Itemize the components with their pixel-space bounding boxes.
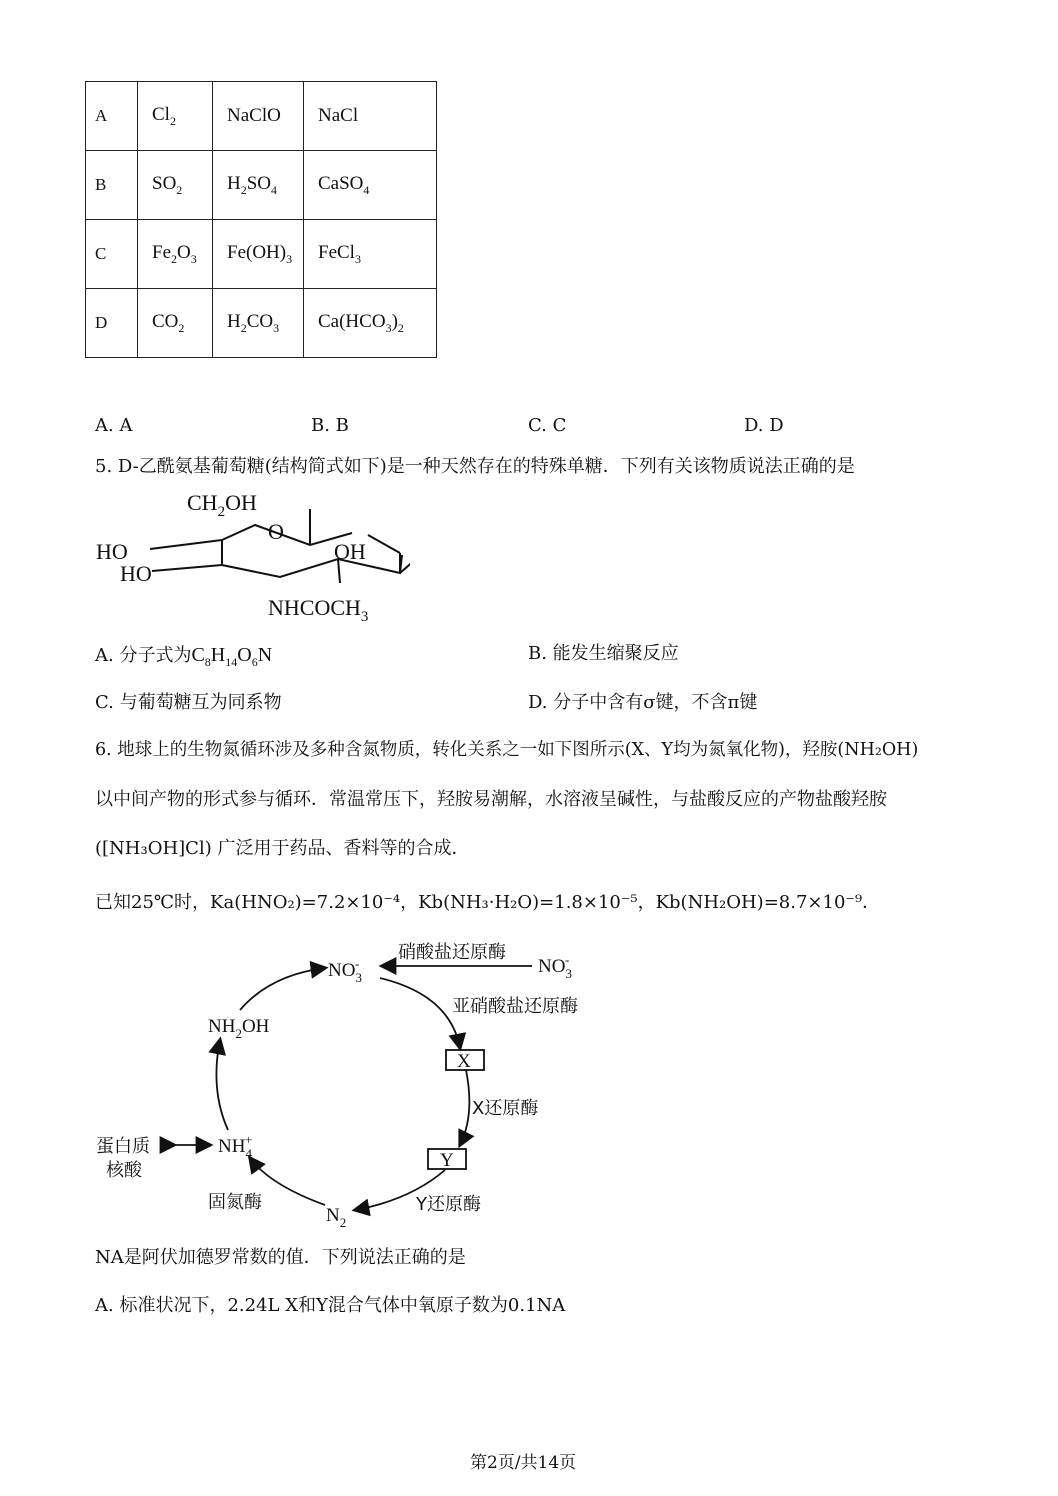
nh2oh-label: $NH_2OH$ — [208, 1016, 270, 1041]
q6-option-a: A. 标准状况下，2.24L X和Y混合气体中氧原子数为0.1NA — [95, 1295, 566, 1316]
nh4-label: $NH_4+$ — [218, 1132, 253, 1161]
nh4-to-nh2oh-arrow — [216, 1040, 228, 1130]
substance-cell: $SO_2$ — [138, 151, 213, 220]
ho-label-2: HO — [120, 561, 152, 586]
q6-stem-line2: 以中间产物的形式参与循环．常温常压下，羟胺易潮解，水溶液呈碱性，与盐酸反应的产物盐酸羟胺 — [95, 789, 887, 810]
ring-oxygen-label: O — [268, 519, 284, 544]
y-label: Y — [440, 1150, 454, 1171]
q6-known-constants: 已知25℃时，Ka(HNO₂)=7.2×10⁻⁴，Kb(NH₃·H₂O)=1.8×10⁻⁵，Kb(NH₂OH)=8.7×10⁻⁹． — [95, 892, 881, 913]
nucleic-acid-label: 核酸 — [106, 1160, 142, 1181]
q4-row-c — [86, 220, 437, 289]
q4-row-b — [86, 151, 437, 220]
protein-label: 蛋白质 — [96, 1136, 150, 1157]
y-reductase-label: Y还原酶 — [416, 1194, 481, 1215]
q5-option-d: D. 分子中含有σ键，不含π键 — [528, 692, 758, 713]
substance-cell: $Fe_2O_3$ — [138, 220, 213, 289]
x-label: X — [457, 1051, 471, 1072]
ho-label-1: HO — [96, 539, 128, 564]
q6-stem-line1: 6. 地球上的生物氮循环涉及多种含氮物质，转化关系之一如下图所示(X、Y均为氮氧化物)，羟胺(NH₂OH) — [95, 740, 919, 760]
substance-cell: NaClO — [213, 82, 304, 151]
row-label: D — [86, 289, 138, 358]
row-label: C — [86, 220, 138, 289]
q4-row-d — [86, 289, 437, 358]
q4-option-table — [85, 81, 437, 358]
no3-label: $NO_3-$ — [328, 956, 362, 985]
nitrogenase-label: 固氮酶 — [208, 1192, 262, 1213]
substance-cell: NaCl — [304, 82, 437, 151]
ch2oh-label: $CH_2OH$ — [187, 490, 257, 520]
q4-row-a — [86, 82, 437, 151]
substance-cell: CaSO$_4$ — [304, 151, 437, 220]
page-footer: 第2页/共14页 — [470, 1453, 577, 1473]
q4-choice-d: D. D — [744, 415, 784, 436]
substance-cell: FeCl$_3$ — [304, 220, 437, 289]
nhcoch3-label: $NHCOCH_3$ — [268, 595, 369, 625]
nitrate-reductase-label: 硝酸盐还原酶 — [398, 942, 506, 963]
n2-label: $N_2$ — [326, 1205, 347, 1230]
q4-choice-b: B. B — [311, 415, 349, 436]
substance-cell: $H_2SO_4$ — [213, 151, 304, 220]
substance-cell: $CO_2$ — [138, 289, 213, 358]
nh2oh-to-no3-arrow — [240, 968, 325, 1010]
substance-cell: $Ca(HCO_3)_2$ — [304, 289, 437, 358]
substance-cell: $H_2CO_3$ — [213, 289, 304, 358]
no3-external-label: $NO_3-$ — [538, 952, 572, 981]
q5-option-c: C. 与葡萄糖互为同系物 — [95, 692, 282, 713]
q4-choice-c: C. C — [528, 415, 567, 436]
x-reductase-arrow — [460, 1070, 469, 1145]
nitrogen-cycle-diagram — [90, 930, 630, 1230]
nitrite-reductase-label: 亚硝酸盐还原酶 — [452, 996, 578, 1017]
q5-stem: 5. D-乙酰氨基葡萄糖(结构简式如下)是一种天然存在的特殊单糖．下列有关该物质说法正确的是 — [95, 456, 855, 477]
q6-stem-line3: ([NH₃OH]Cl) 广泛用于药品、香料等的合成． — [95, 838, 470, 859]
glcnac-structure — [90, 485, 410, 625]
nitrite-reductase-arrow — [380, 978, 460, 1048]
q5-option-b: B. 能发生缩聚反应 — [528, 643, 679, 664]
q4-choice-a: A. A — [95, 415, 133, 436]
x-reductase-label: X还原酶 — [472, 1098, 539, 1119]
row-label: A — [86, 82, 138, 151]
row-label: B — [86, 151, 138, 220]
substance-cell: $Cl_2$ — [138, 82, 213, 151]
substance-cell: $Fe(OH)_3$ — [213, 220, 304, 289]
q6-na-note: NA是阿伏加德罗常数的值．下列说法正确的是 — [95, 1247, 466, 1268]
oh-label: OH — [334, 539, 366, 564]
q5-option-a: A. 分子式为$C_8H_{14}O_6N$ — [95, 644, 273, 669]
